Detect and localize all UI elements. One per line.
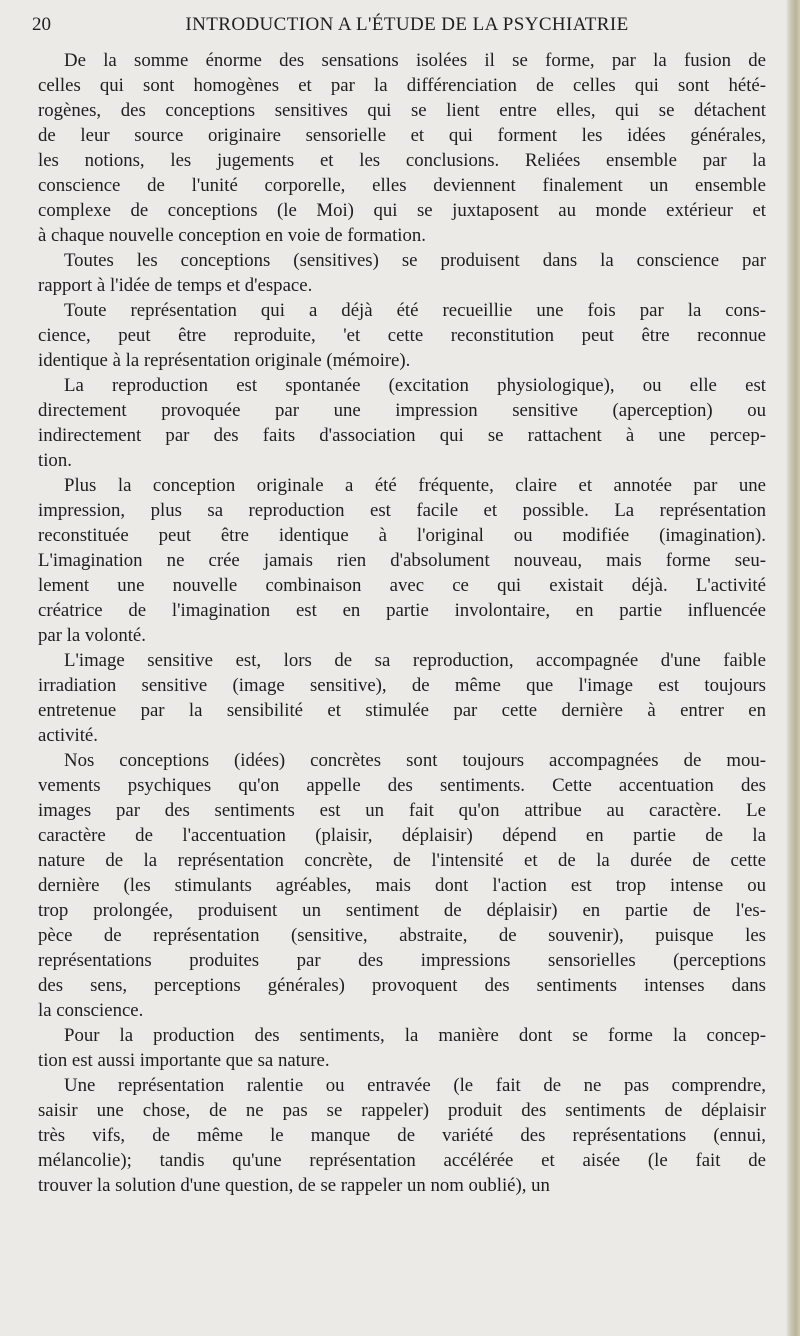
text-line: de leur source originaire sensorielle et qui forment les idées générales, [38,125,766,146]
text-line: Nos conceptions (idées) concrètes sont toujours accompagnées de mou- [64,750,766,771]
page-number: 20 [32,14,51,35]
text-line: lement une nouvelle combinaison avec ce qui existait déjà. L'activité [38,575,766,596]
text-line: la conscience. [38,1000,144,1021]
text-line: reconstituée peut être identique à l'original ou modifiée (imagination). [38,525,766,546]
text-line: La reproduction est spontanée (excitation physiologique), ou elle est [64,375,766,396]
text-line: cience, peut être reproduite, 'et cette reconstitution peut être reconnue [38,325,766,346]
text-line: impression, plus sa reproduction est facile et possible. La représentation [38,500,766,521]
text-line: les notions, les jugements et les conclusions. Reliées ensemble par la [38,150,766,171]
running-head: INTRODUCTION A L'ÉTUDE DE LA PSYCHIATRIE [185,14,629,35]
text-line: irradiation sensitive (image sensitive), de même que l'image est toujours [38,675,766,696]
text-line: à chaque nouvelle conception en voie de formation. [38,225,426,246]
text-line: complexe de conceptions (le Moi) qui se juxtaposent au monde extérieur et [38,200,766,221]
text-line: tion est aussi importante que sa nature. [38,1050,330,1071]
text-line: caractère de l'accentuation (plaisir, déplaisir) dépend en partie de la [38,825,766,846]
text-line: Toute représentation qui a déjà été recueillie une fois par la cons- [64,300,766,321]
text-line: Pour la production des sentiments, la manière dont se forme la concep- [64,1025,766,1046]
text-line: trop prolongée, produisent un sentiment de déplaisir) en partie de l'es- [38,900,766,921]
page-edge [786,0,800,1336]
page-header [32,12,772,38]
text-line: Plus la conception originale a été fréquente, claire et annotée par une [64,475,766,496]
text-line: L'imagination ne crée jamais rien d'absolument nouveau, mais forme seu- [38,550,766,571]
text-line: trouver la solution d'une question, de se rappeler un nom oublié), un [38,1175,550,1196]
text-line: pèce de représentation (sensitive, abstraite, de souvenir), puisque les [38,925,766,946]
text-line: rapport à l'idée de temps et d'espace. [38,275,313,296]
text-line: créatrice de l'imagination est en partie involontaire, en partie influencée [38,600,766,621]
text-line: vements psychiques qu'on appelle des sentiments. Cette accentuation des [38,775,766,796]
text-line: Toutes les conceptions (sensitives) se produisent dans la conscience par [64,250,766,271]
text-line: identique à la représentation originale (mémoire). [38,350,411,371]
text-line: saisir une chose, de ne pas se rappeler) produit des sentiments de déplaisir [38,1100,766,1121]
text-line: conscience de l'unité corporelle, elles deviennent finalement un ensemble [38,175,766,196]
text-line: L'image sensitive est, lors de sa reproduction, accompagnée d'une faible [64,650,766,671]
text-line: mélancolie); tandis qu'une représentation accélérée et aisée (le fait de [38,1150,766,1171]
text-line: des sens, perceptions générales) provoquent des sentiments intenses dans [38,975,766,996]
text-line: directement provoquée par une impression sensitive (aperception) ou [38,400,766,421]
text-line: dernière (les stimulants agréables, mais dont l'action est trop intense ou [38,875,766,896]
text-line: représentations produites par des impressions sensorielles (perceptions [38,950,766,971]
text-line: indirectement par des faits d'association qui se rattachent à une percep- [38,425,766,446]
text-line: images par des sentiments est un fait qu'on attribue au caractère. Le [38,800,766,821]
text-line: Une représentation ralentie ou entravée (le fait de ne pas comprendre, [64,1075,766,1096]
text-line: nature de la représentation concrète, de l'intensité et de la durée de cette [38,850,766,871]
text-line: activité. [38,725,98,746]
text-line: rogènes, des conceptions sensitives qui se lient entre elles, qui se détachent [38,100,766,121]
text-line: entretenue par la sensibilité et stimulée par cette dernière à entrer en [38,700,766,721]
text-line: tion. [38,450,72,471]
text-line: De la somme énorme des sensations isolées il se forme, par la fusion de [64,50,766,71]
text-line: celles qui sont homogènes et par la différenciation de celles qui sont hété- [38,75,766,96]
body-text [38,48,766,1198]
text-line: par la volonté. [38,625,146,646]
text-line: très vifs, de même le manque de variété des représentations (ennui, [38,1125,766,1146]
